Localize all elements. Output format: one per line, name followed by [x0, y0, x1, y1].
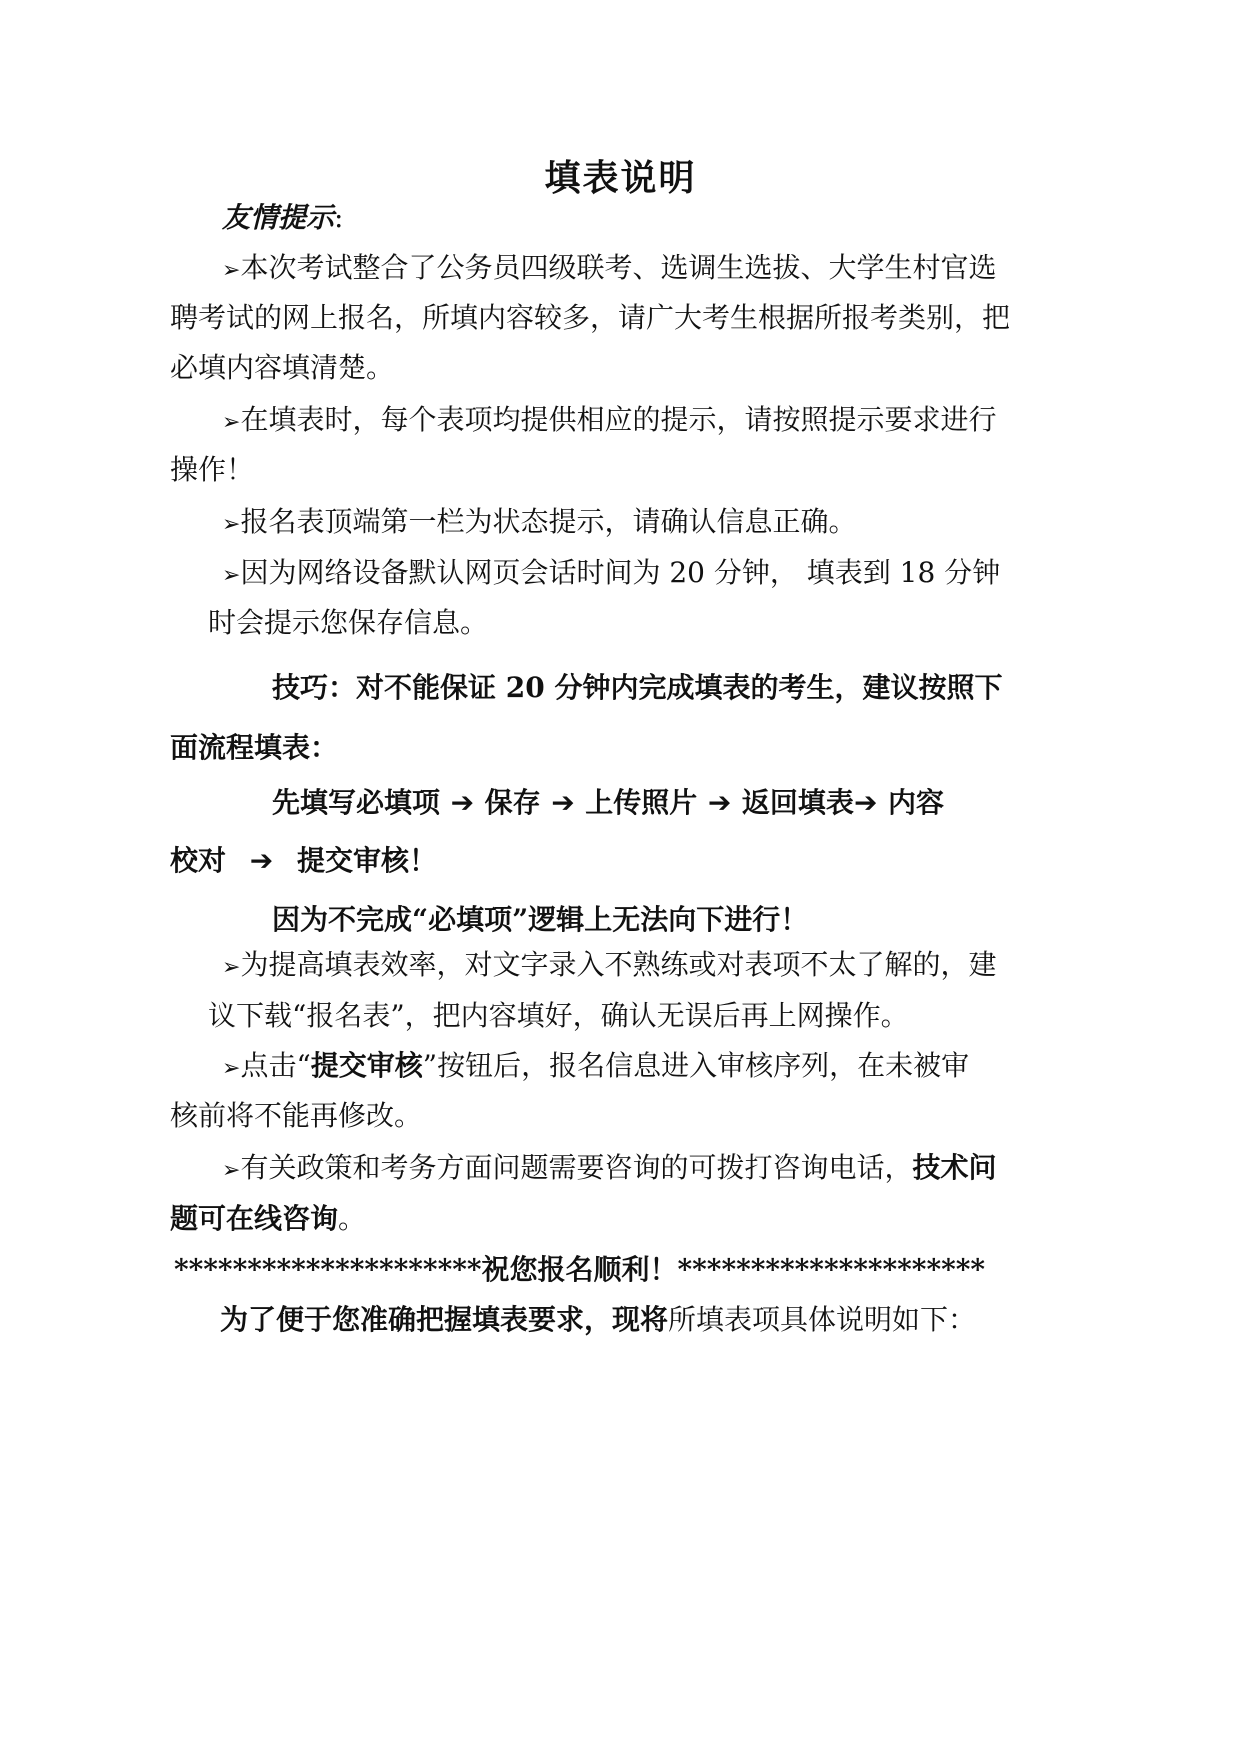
p1-line2: 聘考试的网上报名，所填内容较多，请广大考生根据所报考类别，把 [170, 301, 1011, 334]
bullet-arrow-icon: ➢ [222, 1056, 241, 1081]
p7-line1-bold: 技术问 [912, 1151, 997, 1184]
bullet-arrow-icon: ➢ [222, 512, 241, 537]
p2-line2: 操作！ [170, 453, 255, 486]
p2-line1 [222, 400, 997, 443]
tip-heading-text: 友情提示 [222, 201, 335, 234]
p6-line2: 核前将不能再修改。 [170, 1099, 423, 1132]
p7-line1 [222, 1148, 997, 1191]
stars-left: ********************* [174, 1253, 482, 1286]
p4-line2: 时会提示您保存信息。 [208, 606, 489, 639]
closing-bold: 为了便于您准确把握填表要求，现将 [220, 1303, 669, 1336]
wish-line [174, 1250, 986, 1290]
page-title: 填表说明 [544, 157, 697, 199]
flow-step-upload-photo: 上传照片 [585, 786, 698, 819]
warning-text: 因为不完成“必填项”逻辑上无法向下进行！ [272, 903, 809, 936]
p5-line1-text: 为提高填表效率，对文字录入不熟练或对表项不太了解的，建 [240, 948, 997, 981]
tip-heading-colon: : [334, 201, 344, 234]
p5-line1 [222, 945, 997, 988]
stars-right: ********************* [677, 1253, 986, 1286]
p1-line1-text: 本次考试整合了公务员四级联考、选调生选拔、大学生村官选 [240, 251, 997, 284]
arrow-right-icon: ➔ [853, 786, 878, 819]
flow-line2 [170, 841, 437, 881]
flow-step-return [742, 783, 877, 823]
p7-line1-normal: 有关政策和考务方面问题需要咨询的可拨打咨询电话， [240, 1151, 913, 1184]
p4-line1-text: 因为网络设备默认网页会话时间为 20 分钟， 填表到 18 分钟 [240, 556, 1001, 589]
p1-line3: 必填内容填清楚。 [170, 351, 395, 384]
closing-line [220, 1300, 976, 1340]
arrow-right-icon: ➔ [551, 786, 575, 819]
tip-line1: 技巧：对不能保证 20 分钟内完成填表的考生，建议按照下 [272, 671, 1003, 704]
p6-line1 [222, 1046, 970, 1089]
p7-line2-bold: 题可在线咨询 [170, 1202, 339, 1235]
closing-normal: 所填表项具体说明如下： [668, 1303, 977, 1336]
p6-bold: 提交审核 [310, 1049, 423, 1082]
flow-step-fill-required: 先填写必填项 [272, 786, 441, 819]
p7-line2-normal: 。 [338, 1202, 367, 1235]
arrow-right-icon: ➔ [450, 786, 475, 819]
bullet-arrow-icon: ➢ [222, 258, 241, 283]
p6-post: ”按钮后，报名信息进入审核序列，在未被审 [422, 1049, 970, 1082]
flow-line1 [272, 783, 944, 823]
p3-line1-text: 报名表顶端第一栏为状态提示，请确认信息正确。 [240, 505, 857, 538]
p1-line1 [222, 248, 997, 291]
flow-step-submit: 提交审核！ [296, 844, 437, 877]
p4-line1 [222, 553, 1001, 596]
p2-line1-text: 在填表时，每个表项均提供相应的提示，请按照提示要求进行 [240, 403, 997, 436]
tip-line2: 面流程填表： [170, 731, 339, 764]
p6-pre: 点击“ [240, 1049, 311, 1082]
p3-line1 [222, 502, 856, 545]
wish-text: 祝您报名顺利！ [481, 1253, 678, 1286]
flow-step-return-text: 返回填表 [741, 786, 854, 819]
arrow-right-icon: ➔ [249, 844, 274, 877]
flow-step-save: 保存 [484, 786, 541, 819]
tip-heading [222, 198, 343, 238]
p5-line2: 议下载“报名表”，把内容填好，确认无误后再上网操作。 [208, 999, 909, 1032]
bullet-arrow-icon: ➢ [222, 410, 241, 435]
flow-step-content: 内容 [887, 786, 944, 819]
p7-line2 [170, 1199, 366, 1239]
arrow-right-icon: ➔ [707, 786, 732, 819]
bullet-arrow-icon: ➢ [222, 563, 241, 588]
bullet-arrow-icon: ➢ [222, 955, 241, 980]
bullet-arrow-icon: ➢ [222, 1158, 241, 1183]
flow-step-check: 校对 [170, 844, 227, 877]
